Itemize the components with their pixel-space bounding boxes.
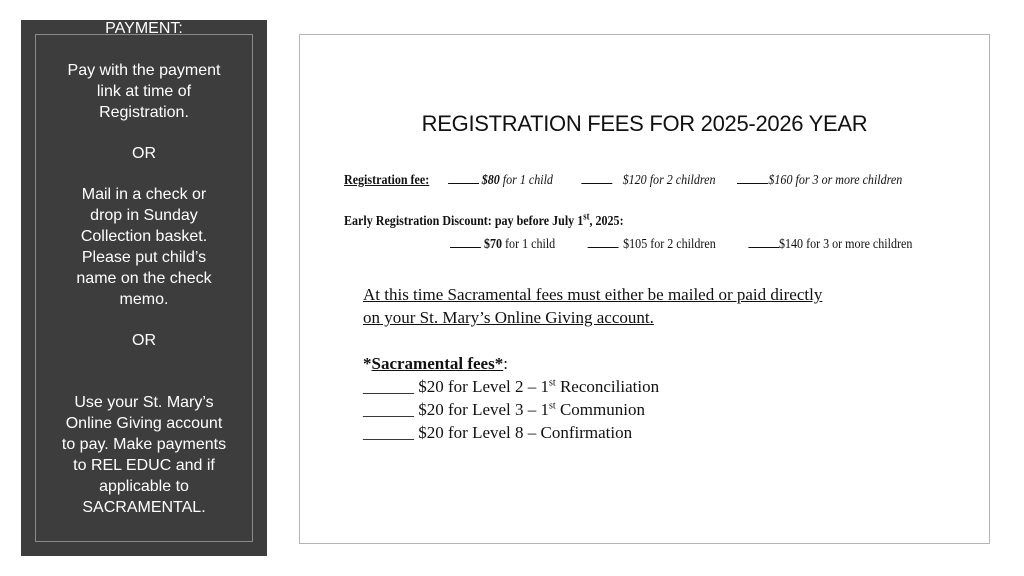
fee-two-children: $120 for 2 children	[622, 173, 716, 188]
option-line: SACRAMENTAL.	[82, 499, 206, 516]
item-text: Reconciliation	[555, 377, 660, 396]
registration-fee-row	[344, 172, 993, 189]
option-line: Registration.	[99, 104, 189, 121]
fee-text: for 1 child	[499, 173, 553, 188]
sacramental-title	[363, 352, 923, 375]
sacramental-title-text: Sacramental fees*	[371, 354, 504, 373]
option-line: link at time of	[96, 83, 192, 100]
item-text: Communion	[555, 400, 645, 419]
payment-title: PAYMENT:	[105, 20, 183, 37]
option-line: Use your St. Mary’s	[74, 394, 214, 411]
fee-two-children: $105 for 2 children	[623, 237, 716, 252]
payment-option-link	[51, 60, 237, 123]
blank-line: ______	[363, 377, 414, 396]
fees-box	[299, 34, 990, 544]
sacramental-note-line: At this time Sacramental fees must either be mailed or paid directly	[363, 285, 823, 304]
blank-line: ______	[363, 423, 414, 442]
option-line: name on the check	[76, 270, 212, 287]
item-text: $20 for Level 2 – 1	[414, 377, 550, 396]
sacramental-item	[363, 398, 923, 421]
payment-option-online	[43, 392, 245, 518]
blank-line	[587, 236, 618, 248]
payment-option-check	[51, 184, 237, 310]
blank-line	[748, 236, 779, 248]
sacramental-fees-section	[363, 283, 923, 444]
blank-line	[582, 172, 613, 184]
blank-line	[448, 172, 479, 184]
early-label-sup: st	[583, 211, 590, 223]
option-line: Please put child’s	[81, 249, 207, 266]
page-title: REGISTRATION FEES FOR 2025-2026 YEAR	[421, 111, 868, 136]
fee-three-children: $140 for 3 or more children	[778, 237, 913, 252]
option-line: drop in Sunday	[90, 207, 198, 224]
early-label-text: Early Registration Discount: pay before July 1	[344, 214, 584, 229]
blank-line	[737, 172, 768, 184]
early-registration-row	[450, 236, 988, 253]
or-separator: OR	[132, 332, 156, 349]
or-separator: OR	[132, 145, 156, 162]
option-line: Mail in a check or	[81, 186, 207, 203]
fee-amount: $80	[481, 173, 500, 188]
item-sup: st	[549, 377, 556, 389]
option-line: to pay. Make payments	[61, 436, 227, 453]
item-text: $20 for Level 3 – 1	[414, 400, 550, 419]
sacramental-item	[363, 375, 923, 398]
option-line: to REL EDUC and if	[73, 457, 215, 474]
early-registration-label	[344, 211, 669, 230]
fee-amount: $70	[483, 237, 503, 252]
option-line: applicable to	[99, 478, 189, 495]
option-line: memo.	[119, 291, 169, 308]
sacramental-note-line: on your St. Mary’s Online Giving account.	[363, 308, 654, 327]
fee-three-children: $160 for 3 or more children	[768, 173, 903, 188]
item-sup: st	[549, 400, 556, 412]
fee-text: for 1 child	[502, 237, 556, 252]
option-line: Online Giving account	[65, 415, 223, 432]
registration-fee-label: Registration fee:	[344, 173, 430, 188]
sacramental-item	[363, 421, 923, 444]
option-line: Pay with the payment	[67, 62, 221, 79]
title-suffix: :	[503, 354, 508, 373]
payment-panel	[21, 20, 267, 556]
title-prefix: *	[363, 354, 372, 373]
option-line: Collection basket.	[80, 228, 208, 245]
early-label-year: , 2025:	[589, 214, 624, 229]
blank-line: ______	[363, 400, 414, 419]
blank-line	[450, 236, 481, 248]
item-text: $20 for Level 8 – Confirmation	[414, 423, 633, 442]
